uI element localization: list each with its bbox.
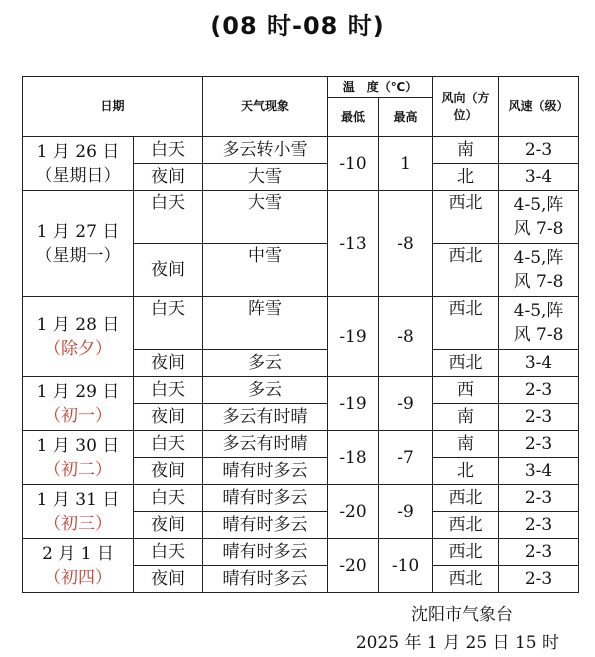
temp-max: -9 <box>379 377 433 431</box>
date-cell <box>23 297 134 377</box>
period-day: 白天 <box>134 297 203 350</box>
wind-speed-night: 3-4 <box>499 458 579 485</box>
wind-dir-day: 南 <box>433 431 499 458</box>
header-temperature: 温 度（℃） <box>328 77 433 98</box>
weather-day: 多云转小雪 <box>203 137 328 164</box>
date-sub-label: （星期一） <box>35 245 121 266</box>
wind-dir-day: 西北 <box>433 485 499 512</box>
header-wind-speed: 风速（级） <box>499 77 579 137</box>
temp-min: -10 <box>328 137 379 191</box>
weather-night: 多云 <box>203 350 328 377</box>
period-day: 白天 <box>134 431 203 458</box>
wind-speed-night: 2-3 <box>499 512 579 539</box>
period-night: 夜间 <box>134 566 203 593</box>
temp-max: -8 <box>379 297 433 377</box>
wind-dir-day: 西北 <box>433 297 499 350</box>
wind-dir-day: 西北 <box>433 539 499 566</box>
period-night: 夜间 <box>134 404 203 431</box>
wind-dir-night: 西北 <box>433 244 499 297</box>
period-day: 白天 <box>134 137 203 164</box>
header-date: 日期 <box>23 77 203 137</box>
date-cell <box>23 485 134 539</box>
header-wind-direction: 风向（方位） <box>433 77 499 137</box>
temp-min: -20 <box>328 539 379 593</box>
period-night: 夜间 <box>134 164 203 191</box>
wind-speed-day: 2-3 <box>499 431 579 458</box>
date-sub-label: （初四） <box>44 567 112 588</box>
table-row-day <box>23 431 579 458</box>
date-label: 1 月 26 日 <box>36 141 120 162</box>
wind-speed-night: 2-3 <box>499 404 579 431</box>
date-label: 1 月 30 日 <box>36 435 120 456</box>
period-day: 白天 <box>134 485 203 512</box>
wind-speed-line: 风 7-8 <box>513 272 564 292</box>
weather-day: 大雪 <box>203 191 328 244</box>
temp-max: 1 <box>379 137 433 191</box>
wind-dir-night: 南 <box>433 404 499 431</box>
wind-speed-line: 风 7-8 <box>513 219 564 239</box>
date-cell <box>23 431 134 485</box>
date-sub-label: （星期日） <box>35 165 121 186</box>
issue-time: 2025 年 1 月 25 日 15 时 <box>355 633 559 653</box>
date-cell <box>23 191 134 297</box>
date-cell <box>23 539 134 593</box>
temp-max: -10 <box>379 539 433 593</box>
temp-min: -20 <box>328 485 379 539</box>
temp-max: -8 <box>379 191 433 297</box>
date-sub-label: （初三） <box>44 513 112 534</box>
temp-min: -13 <box>328 191 379 297</box>
weather-day: 晴有时多云 <box>203 485 328 512</box>
weather-night: 晴有时多云 <box>203 566 328 593</box>
period-night: 夜间 <box>134 512 203 539</box>
period-night: 夜间 <box>134 350 203 377</box>
wind-speed-day <box>499 191 579 244</box>
period-night: 夜间 <box>134 458 203 485</box>
weather-night: 大雪 <box>203 164 328 191</box>
wind-speed-line: 风 7-8 <box>513 325 564 345</box>
wind-speed-night <box>499 244 579 297</box>
header-temp-max: 最高 <box>379 98 433 137</box>
table-row-day <box>23 297 579 350</box>
wind-dir-day: 南 <box>433 137 499 164</box>
weather-day: 多云 <box>203 377 328 404</box>
wind-dir-night: 北 <box>433 458 499 485</box>
date-label: 1 月 28 日 <box>36 314 120 335</box>
wind-speed-line: 4-5,阵 <box>513 248 564 268</box>
date-label: 1 月 29 日 <box>36 381 120 402</box>
wind-speed-day: 2-3 <box>499 137 579 164</box>
table-row-day <box>23 191 579 244</box>
header-weather: 天气现象 <box>203 77 328 137</box>
weather-day: 阵雪 <box>203 297 328 350</box>
weather-night: 多云有时晴 <box>203 404 328 431</box>
weather-night: 晴有时多云 <box>203 512 328 539</box>
temp-min: -19 <box>328 297 379 377</box>
weather-night: 晴有时多云 <box>203 458 328 485</box>
table-row-day <box>23 539 579 566</box>
period-day: 白天 <box>134 191 203 244</box>
wind-speed-line: 4-5,阵 <box>513 195 564 215</box>
temp-max: -9 <box>379 485 433 539</box>
weather-day: 多云有时晴 <box>203 431 328 458</box>
wind-speed-day <box>499 297 579 350</box>
date-label: 2 月 1 日 <box>42 543 114 564</box>
wind-dir-night: 北 <box>433 164 499 191</box>
period-night: 夜间 <box>134 244 203 297</box>
forecast-table <box>22 76 579 593</box>
issuing-office: 沈阳市气象台 <box>411 605 513 625</box>
period-day: 白天 <box>134 377 203 404</box>
wind-speed-day: 2-3 <box>499 377 579 404</box>
wind-speed-day: 2-3 <box>499 539 579 566</box>
date-sub-label: （初一） <box>44 405 112 426</box>
wind-dir-night: 西北 <box>433 350 499 377</box>
wind-dir-night: 西北 <box>433 512 499 539</box>
period-day: 白天 <box>134 539 203 566</box>
date-cell <box>23 137 134 191</box>
date-cell <box>23 377 134 431</box>
wind-speed-day: 2-3 <box>499 485 579 512</box>
table-row-day <box>23 485 579 512</box>
wind-speed-line: 4-5,阵 <box>513 301 564 321</box>
table-row-day <box>23 377 579 404</box>
wind-dir-night: 西北 <box>433 566 499 593</box>
wind-speed-night: 2-3 <box>499 566 579 593</box>
temp-max: -7 <box>379 431 433 485</box>
wind-speed-night: 3-4 <box>499 350 579 377</box>
date-label: 1 月 27 日 <box>36 221 120 242</box>
header-temp-min: 最低 <box>328 98 379 137</box>
weather-day: 晴有时多云 <box>203 539 328 566</box>
temp-min: -18 <box>328 431 379 485</box>
wind-dir-day: 西 <box>433 377 499 404</box>
wind-dir-day: 西北 <box>433 191 499 244</box>
forecast-body <box>23 137 579 593</box>
date-label: 1 月 31 日 <box>36 489 120 510</box>
table-row-day <box>23 137 579 164</box>
date-sub-label: （初二） <box>44 459 112 480</box>
date-sub-label: （除夕） <box>44 338 112 359</box>
page-title: (08 时-08 时) <box>210 12 385 40</box>
wind-speed-night: 3-4 <box>499 164 579 191</box>
weather-night: 中雪 <box>203 244 328 297</box>
temp-min: -19 <box>328 377 379 431</box>
